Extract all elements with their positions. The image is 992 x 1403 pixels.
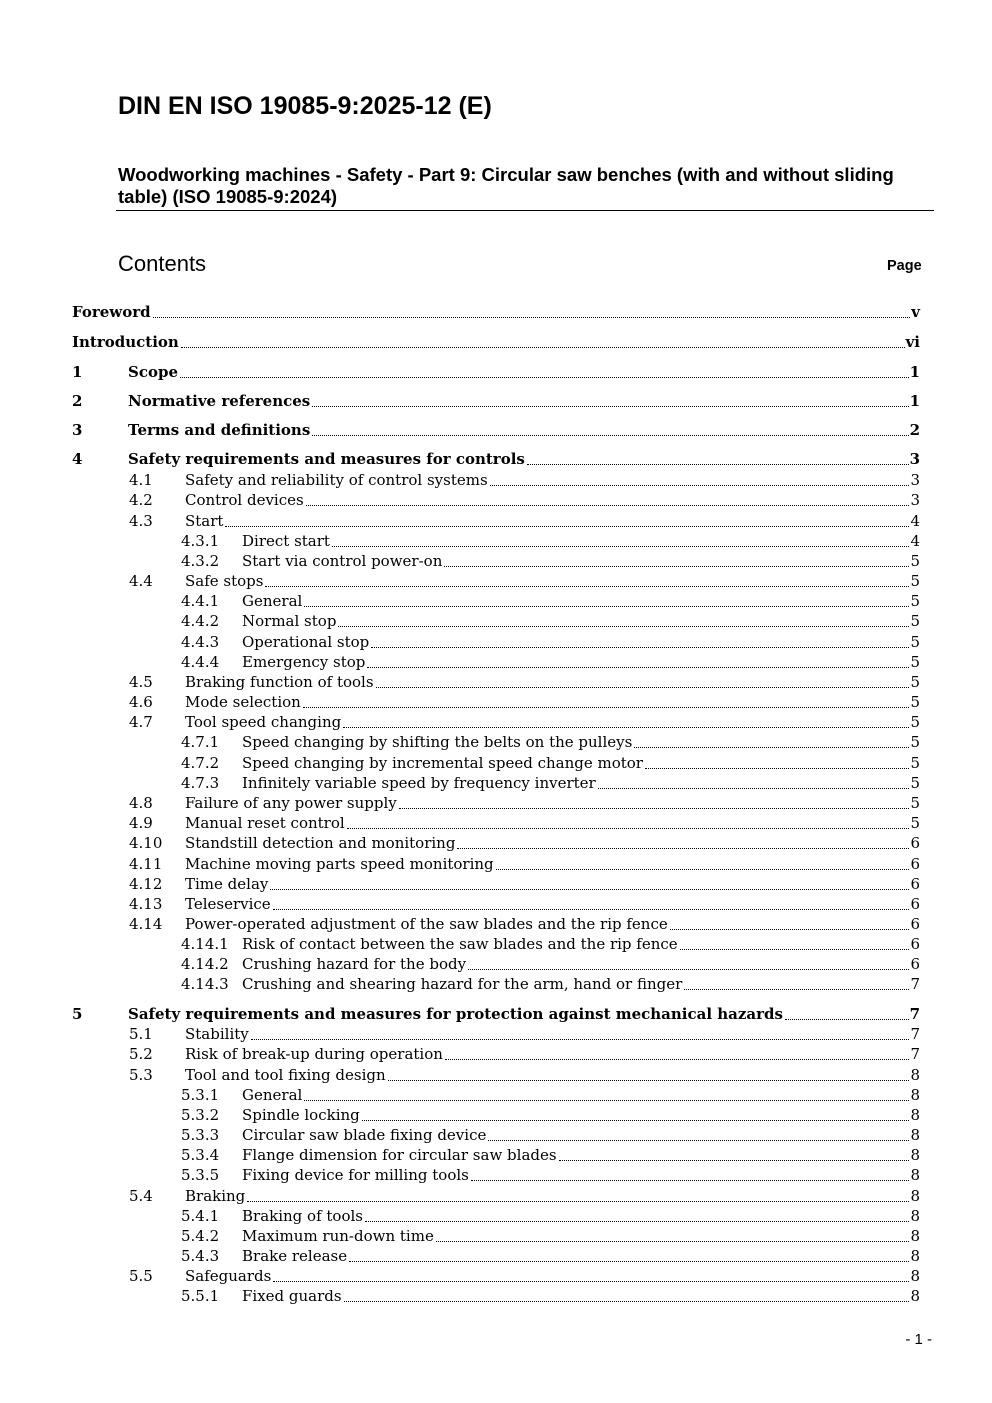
toc-dot-leader (634, 747, 909, 748)
toc-entry-line (185, 1024, 920, 1044)
toc-entry[interactable] (0, 551, 992, 571)
toc-entry-line (242, 1125, 920, 1145)
toc-entry-title[interactable]: Start via control power-on (242, 552, 443, 570)
toc-entry-page[interactable]: 6 (910, 875, 920, 893)
toc-dot-leader (376, 687, 910, 688)
toc-entry-number: 4.7.1 (181, 733, 220, 751)
toc-entry-page[interactable]: 8 (910, 1227, 920, 1245)
toc-entry-number: 5.1 (129, 1025, 153, 1043)
toc-dot-leader (349, 1261, 909, 1262)
toc-dot-leader (527, 464, 909, 465)
page-column-heading: Page (887, 258, 922, 274)
toc-entry-page[interactable]: 1 (909, 392, 920, 410)
toc-entry-title[interactable]: Speed changing by incremental speed change motor (242, 754, 643, 772)
toc-entry-line (242, 1145, 920, 1165)
toc-entry-title[interactable]: Machine moving parts speed monitoring (185, 855, 494, 873)
toc-entry-number: 4.12 (129, 875, 163, 893)
toc-dot-leader (181, 347, 905, 348)
toc-entry[interactable] (0, 332, 992, 352)
toc-dot-leader (367, 667, 909, 668)
toc-dot-leader (496, 869, 910, 870)
toc-entry-page[interactable]: 5 (910, 693, 920, 711)
toc-dot-leader (338, 626, 909, 627)
toc-entry-title[interactable]: Crushing and shearing hazard for the arm, hand or finger (242, 975, 683, 993)
toc-entry[interactable] (0, 449, 992, 469)
toc-entry[interactable] (0, 934, 992, 954)
toc-entry-title[interactable]: Flange dimension for circular saw blades (242, 1146, 557, 1164)
toc-entry-number: 5.5.1 (181, 1287, 220, 1305)
toc-entry-page[interactable]: 8 (910, 1187, 920, 1205)
toc-entry-line (128, 1004, 920, 1024)
toc-entry-number: 3 (72, 421, 83, 439)
toc-entry-line (242, 1246, 920, 1266)
toc-entry-number: 5.5 (129, 1267, 153, 1285)
toc-entry-line (242, 591, 920, 611)
toc-entry[interactable] (0, 362, 992, 382)
toc-entry-title[interactable]: Braking of tools (242, 1207, 363, 1225)
toc-entry-title[interactable]: Introduction (72, 333, 179, 351)
toc-entry-title[interactable]: Safeguards (185, 1267, 272, 1285)
toc-entry-line (242, 611, 920, 631)
toc-entry-number: 4.5 (129, 673, 153, 691)
toc-entry-page[interactable]: 3 (910, 471, 920, 489)
toc-entry-title[interactable]: Speed changing by shifting the belts on the pulleys (242, 733, 633, 751)
toc-entry-page[interactable]: vi (905, 333, 920, 351)
toc-entry[interactable] (0, 1266, 992, 1286)
toc-entry-page[interactable]: 2 (909, 421, 920, 439)
toc-entry[interactable] (0, 1145, 992, 1165)
toc-entry[interactable] (0, 652, 992, 672)
toc-dot-leader (680, 949, 910, 950)
toc-entry-title[interactable]: Fixed guards (242, 1287, 342, 1305)
toc-entry[interactable] (0, 591, 992, 611)
toc-entry[interactable] (0, 1065, 992, 1085)
toc-entry-title[interactable]: Maximum run-down time (242, 1227, 434, 1245)
toc-entry-title[interactable]: Operational stop (242, 633, 370, 651)
toc-entry-page[interactable]: 5 (910, 592, 920, 610)
toc-entry-page[interactable]: 8 (910, 1207, 920, 1225)
toc-dot-leader (304, 606, 909, 607)
toc-entry-number: 5.4.2 (181, 1227, 220, 1245)
toc-dot-leader (785, 1019, 909, 1020)
toc-entry-page[interactable]: 5 (910, 713, 920, 731)
toc-entry-number: 4 (72, 450, 83, 468)
toc-entry-number: 2 (72, 392, 83, 410)
toc-entry-page[interactable]: 1 (909, 363, 920, 381)
toc-entry-title[interactable]: Time delay (185, 875, 269, 893)
toc-entry-number: 5.3.1 (181, 1086, 220, 1104)
toc-entry-page[interactable]: 8 (910, 1166, 920, 1184)
document-code: DIN EN ISO 19085-9:2025-12 (E) (118, 92, 492, 120)
toc-dot-leader (343, 727, 909, 728)
toc-entry-number: 4.7.2 (181, 754, 220, 772)
toc-entry-line (185, 672, 920, 692)
toc-entry-line (242, 753, 920, 773)
toc-entry[interactable] (0, 974, 992, 994)
toc-entry[interactable] (0, 1286, 992, 1306)
toc-entry-number: 1 (72, 363, 83, 381)
toc-entry-number: 4.3 (129, 512, 153, 530)
toc-entry-number: 5.3.5 (181, 1166, 220, 1184)
toc-dot-leader (270, 889, 909, 890)
toc-entry-title[interactable]: Foreword (72, 303, 151, 321)
toc-entry-page[interactable]: 4 (910, 512, 920, 530)
toc-entry-page[interactable]: v (911, 303, 920, 321)
toc-entry-page[interactable]: 8 (910, 1247, 920, 1265)
toc-entry-page[interactable]: 8 (910, 1287, 920, 1305)
toc-entry-title[interactable]: General (242, 592, 303, 610)
toc-dot-leader (312, 406, 908, 407)
toc-entry-number: 4.6 (129, 693, 153, 711)
toc-entry[interactable] (0, 1246, 992, 1266)
toc-entry[interactable] (0, 833, 992, 853)
document-title: Woodworking machines - Safety - Part 9: Circular saw benches (with and without sliding table) (ISO 19085-9:2024) (118, 164, 894, 207)
toc-entry[interactable] (0, 511, 992, 531)
toc-entry-title[interactable]: Normal stop (242, 612, 337, 630)
toc-entry-line (185, 854, 920, 874)
toc-entry-line (185, 914, 920, 934)
toc-entry[interactable] (0, 632, 992, 652)
toc-entry-number: 4.4 (129, 572, 153, 590)
toc-entry-line (185, 1186, 920, 1206)
toc-entry-line (242, 1206, 920, 1226)
toc-entry-page[interactable]: 6 (910, 955, 920, 973)
toc-entry-line (242, 954, 920, 974)
toc-dot-leader (180, 377, 909, 378)
toc-dot-leader (457, 848, 909, 849)
toc-dot-leader (559, 1160, 910, 1161)
toc-entry-number: 4.2 (129, 491, 153, 509)
toc-entry-title[interactable]: Standstill detection and monitoring (185, 834, 456, 852)
toc-entry-line (242, 974, 920, 994)
toc-entry[interactable] (0, 1186, 992, 1206)
footer-page-number: - 1 - (905, 1331, 932, 1348)
toc-entry[interactable] (0, 1085, 992, 1105)
toc-entry-page[interactable]: 7 (910, 1025, 920, 1043)
toc-dot-leader (436, 1241, 910, 1242)
toc-entry[interactable] (0, 420, 992, 440)
toc-entry-page[interactable]: 8 (910, 1086, 920, 1104)
toc-entry-page[interactable]: 8 (910, 1066, 920, 1084)
toc-dot-leader (153, 317, 911, 318)
toc-entry-page[interactable]: 5 (910, 754, 920, 772)
toc-dot-leader (225, 526, 909, 527)
toc-entry-title[interactable]: Start (185, 512, 224, 530)
toc-entry[interactable] (0, 793, 992, 813)
toc-entry-title[interactable]: Safe stops (185, 572, 264, 590)
toc-entry-line (185, 793, 920, 813)
toc-entry-title[interactable]: Scope (128, 363, 179, 381)
toc-dot-leader (273, 909, 910, 910)
toc-entry-page[interactable]: 8 (910, 1267, 920, 1285)
toc-dot-leader (273, 1281, 909, 1282)
toc-entry-line (242, 551, 920, 571)
toc-dot-leader (645, 768, 909, 769)
toc-entry[interactable] (0, 1125, 992, 1145)
toc-entry-number: 4.14.1 (181, 935, 229, 953)
toc-entry-line (185, 490, 920, 510)
toc-entry-line (185, 1044, 920, 1064)
toc-dot-leader (303, 707, 910, 708)
toc-entry[interactable] (0, 571, 992, 591)
toc-dot-leader (332, 546, 910, 547)
toc-entry-title[interactable]: Infinitely variable speed by frequency inverter (242, 774, 596, 792)
toc-entry[interactable] (0, 1024, 992, 1044)
toc-entry-number: 4.4.2 (181, 612, 220, 630)
toc-entry-page[interactable]: 5 (910, 572, 920, 590)
toc-entry-number: 4.10 (129, 834, 163, 852)
toc-entry-page[interactable]: 5 (910, 774, 920, 792)
toc-entry-line (128, 449, 920, 469)
toc-entry-line (242, 531, 920, 551)
toc-entry[interactable] (0, 531, 992, 551)
toc-entry-line (242, 773, 920, 793)
toc-entry-title[interactable]: Power-operated adjustment of the saw blades and the rip fence (185, 915, 668, 933)
toc-entry[interactable] (0, 611, 992, 631)
toc-entry[interactable] (0, 391, 992, 411)
toc-entry-number: 4.3.1 (181, 532, 220, 550)
toc-dot-leader (471, 1180, 910, 1181)
toc-entry-page[interactable]: 5 (910, 653, 920, 671)
toc-entry-page[interactable]: 3 (910, 491, 920, 509)
toc-dot-leader (265, 586, 909, 587)
toc-entry-title[interactable]: Spindle locking (242, 1106, 360, 1124)
toc-dot-leader (251, 1039, 910, 1040)
toc-entry-number: 4.14.2 (181, 955, 229, 973)
toc-entry-number: 5.3.4 (181, 1146, 220, 1164)
toc-entry-number: 4.9 (129, 814, 153, 832)
toc-entry-line (242, 1085, 920, 1105)
toc-entry-line (242, 1105, 920, 1125)
toc-entry-page[interactable]: 5 (910, 733, 920, 751)
toc-entry-number: 5.3.3 (181, 1126, 220, 1144)
toc-entry[interactable] (0, 302, 992, 322)
toc-entry-line (242, 1165, 920, 1185)
toc-entry-page[interactable]: 5 (910, 814, 920, 832)
toc-entry-page[interactable]: 7 (910, 975, 920, 993)
toc-entry-page[interactable]: 6 (910, 915, 920, 933)
toc-entry[interactable] (0, 1004, 992, 1024)
toc-entry-page[interactable]: 7 (910, 1045, 920, 1063)
toc-entry-title[interactable]: Brake release (242, 1247, 348, 1265)
toc-entry-line (185, 692, 920, 712)
toc-entry-page[interactable]: 5 (910, 673, 920, 691)
toc-entry-number: 4.11 (129, 855, 163, 873)
toc-entry-page[interactable]: 6 (910, 895, 920, 913)
toc-entry[interactable] (0, 490, 992, 510)
toc-dot-leader (445, 1059, 910, 1060)
toc-entry-title[interactable]: Circular saw blade fixing device (242, 1126, 487, 1144)
toc-entry-number: 4.4.4 (181, 653, 220, 671)
toc-entry-page[interactable]: 7 (909, 1005, 920, 1023)
toc-entry-page[interactable]: 5 (910, 794, 920, 812)
toc-entry[interactable] (0, 1044, 992, 1064)
toc-entry-title[interactable]: Emergency stop (242, 653, 366, 671)
toc-entry-number: 4.8 (129, 794, 153, 812)
toc-entry-title[interactable]: Braking (185, 1187, 246, 1205)
toc-entry-page[interactable]: 3 (909, 450, 920, 468)
toc-entry[interactable] (0, 874, 992, 894)
toc-entry-number: 5.3 (129, 1066, 153, 1084)
toc-dot-leader (247, 1201, 909, 1202)
toc-entry-page[interactable]: 5 (910, 633, 920, 651)
toc-entry-title[interactable]: Risk of contact between the saw blades and the rip fence (242, 935, 678, 953)
toc-dot-leader (490, 485, 910, 486)
toc-entry-title[interactable]: Stability (185, 1025, 249, 1043)
toc-entry-title[interactable]: Fixing device for milling tools (242, 1166, 469, 1184)
toc-entry-title[interactable]: Tool speed changing (185, 713, 342, 731)
toc-entry[interactable] (0, 1105, 992, 1125)
toc-entry-line (242, 632, 920, 652)
toc-entry-number: 4.1 (129, 471, 153, 489)
toc-entry[interactable] (0, 854, 992, 874)
toc-dot-leader (444, 566, 909, 567)
toc-dot-leader (598, 788, 910, 789)
toc-entry-title[interactable]: Safety requirements and measures for protection against mechanical hazards (128, 1005, 783, 1023)
toc-entry-number: 5.4 (129, 1187, 153, 1205)
toc-entry-line (128, 362, 920, 382)
toc-entry-line (128, 391, 920, 411)
toc-entry-page[interactable]: 5 (910, 552, 920, 570)
toc-entry[interactable] (0, 470, 992, 490)
toc-entry-number: 5.4.3 (181, 1247, 220, 1265)
toc-entry-line (185, 1266, 920, 1286)
toc-entry-line (128, 420, 920, 440)
toc-entry-number: 5 (72, 1005, 83, 1023)
toc-entry-line (242, 652, 920, 672)
toc-entry-number: 5.3.2 (181, 1106, 220, 1124)
toc-entry-title[interactable]: Safety requirements and measures for controls (128, 450, 525, 468)
toc-entry[interactable] (0, 813, 992, 833)
toc-dot-leader (306, 505, 910, 506)
toc-dot-leader (304, 1100, 909, 1101)
toc-dot-leader (388, 1080, 910, 1081)
toc-entry-number: 4.4.1 (181, 592, 220, 610)
toc-entry[interactable] (0, 954, 992, 974)
toc-entry-number: 4.7 (129, 713, 153, 731)
toc-entry[interactable] (0, 1206, 992, 1226)
toc-entry-number: 4.14.3 (181, 975, 229, 993)
toc-entry-line (185, 470, 920, 490)
toc-entry-title[interactable]: Mode selection (185, 693, 301, 711)
toc-dot-leader (399, 808, 910, 809)
contents-heading: Contents (118, 251, 207, 276)
toc-entry-title[interactable]: Safety and reliability of control systems (185, 471, 488, 489)
toc-entry-line (185, 571, 920, 591)
toc-dot-leader (684, 989, 909, 990)
toc-entry-number: 4.4.3 (181, 633, 220, 651)
toc-entry-page[interactable]: 5 (910, 612, 920, 630)
toc-entry-page[interactable]: 6 (910, 834, 920, 852)
toc-dot-leader (371, 647, 909, 648)
toc-entry[interactable] (0, 894, 992, 914)
toc-entry[interactable] (0, 1226, 992, 1246)
toc-entry[interactable] (0, 773, 992, 793)
toc-entry-title[interactable]: Crushing hazard for the body (242, 955, 467, 973)
toc-entry-title[interactable]: Risk of break-up during operation (185, 1045, 443, 1063)
toc-entry[interactable] (0, 712, 992, 732)
toc-entry-line (185, 1065, 920, 1085)
toc-entry-title[interactable]: Terms and definitions (128, 421, 311, 439)
toc-entry-line (185, 712, 920, 732)
toc-entry-title[interactable]: Control devices (185, 491, 304, 509)
toc-entry-line (242, 1286, 920, 1306)
toc-dot-leader (488, 1140, 909, 1141)
toc-entry-title[interactable]: Teleservice (185, 895, 271, 913)
toc-entry-line (242, 732, 920, 752)
toc-entry-page[interactable]: 8 (910, 1126, 920, 1144)
toc-entry-title[interactable]: Normative references (128, 392, 311, 410)
toc-entry-line (72, 302, 920, 322)
toc-entry-page[interactable]: 8 (910, 1146, 920, 1164)
toc-entry-line (185, 833, 920, 853)
toc-dot-leader (347, 828, 910, 829)
toc-entry-number: 5.2 (129, 1045, 153, 1063)
toc-entry-page[interactable]: 4 (910, 532, 920, 550)
toc-entry-number: 4.3.2 (181, 552, 220, 570)
toc-entry-line (242, 1226, 920, 1246)
toc-dot-leader (670, 929, 910, 930)
toc-entry[interactable] (0, 672, 992, 692)
toc-entry-title[interactable]: Manual reset control (185, 814, 345, 832)
toc-entry-line (185, 511, 920, 531)
toc-entry-number: 4.14 (129, 915, 163, 933)
toc-dot-leader (312, 435, 908, 436)
toc-entry-title[interactable]: Braking function of tools (185, 673, 374, 691)
toc-entry-title[interactable]: Direct start (242, 532, 330, 550)
toc-entry-number: 5.4.1 (181, 1207, 220, 1225)
toc-entry[interactable] (0, 1165, 992, 1185)
toc-dot-leader (344, 1301, 910, 1302)
toc-entry[interactable] (0, 753, 992, 773)
toc-dot-leader (365, 1221, 909, 1222)
toc-entry[interactable] (0, 732, 992, 752)
toc-entry-line (185, 874, 920, 894)
toc-entry-title[interactable]: Tool and tool fixing design (185, 1066, 386, 1084)
toc-entry-line (242, 934, 920, 954)
toc-entry-title[interactable]: Failure of any power supply (185, 794, 397, 812)
toc-entry-title[interactable]: General (242, 1086, 303, 1104)
toc-entry-line (72, 332, 920, 352)
toc-dot-leader (362, 1120, 910, 1121)
toc-entry-line (185, 894, 920, 914)
toc-entry-number: 4.7.3 (181, 774, 220, 792)
toc-entry-number: 4.13 (129, 895, 163, 913)
toc-entry-page[interactable]: 6 (910, 935, 920, 953)
toc-dot-leader (468, 969, 909, 970)
toc-entry[interactable] (0, 692, 992, 712)
toc-entry-line (185, 813, 920, 833)
toc-entry-page[interactable]: 8 (910, 1106, 920, 1124)
toc-entry[interactable] (0, 914, 992, 934)
toc-entry-page[interactable]: 6 (910, 855, 920, 873)
